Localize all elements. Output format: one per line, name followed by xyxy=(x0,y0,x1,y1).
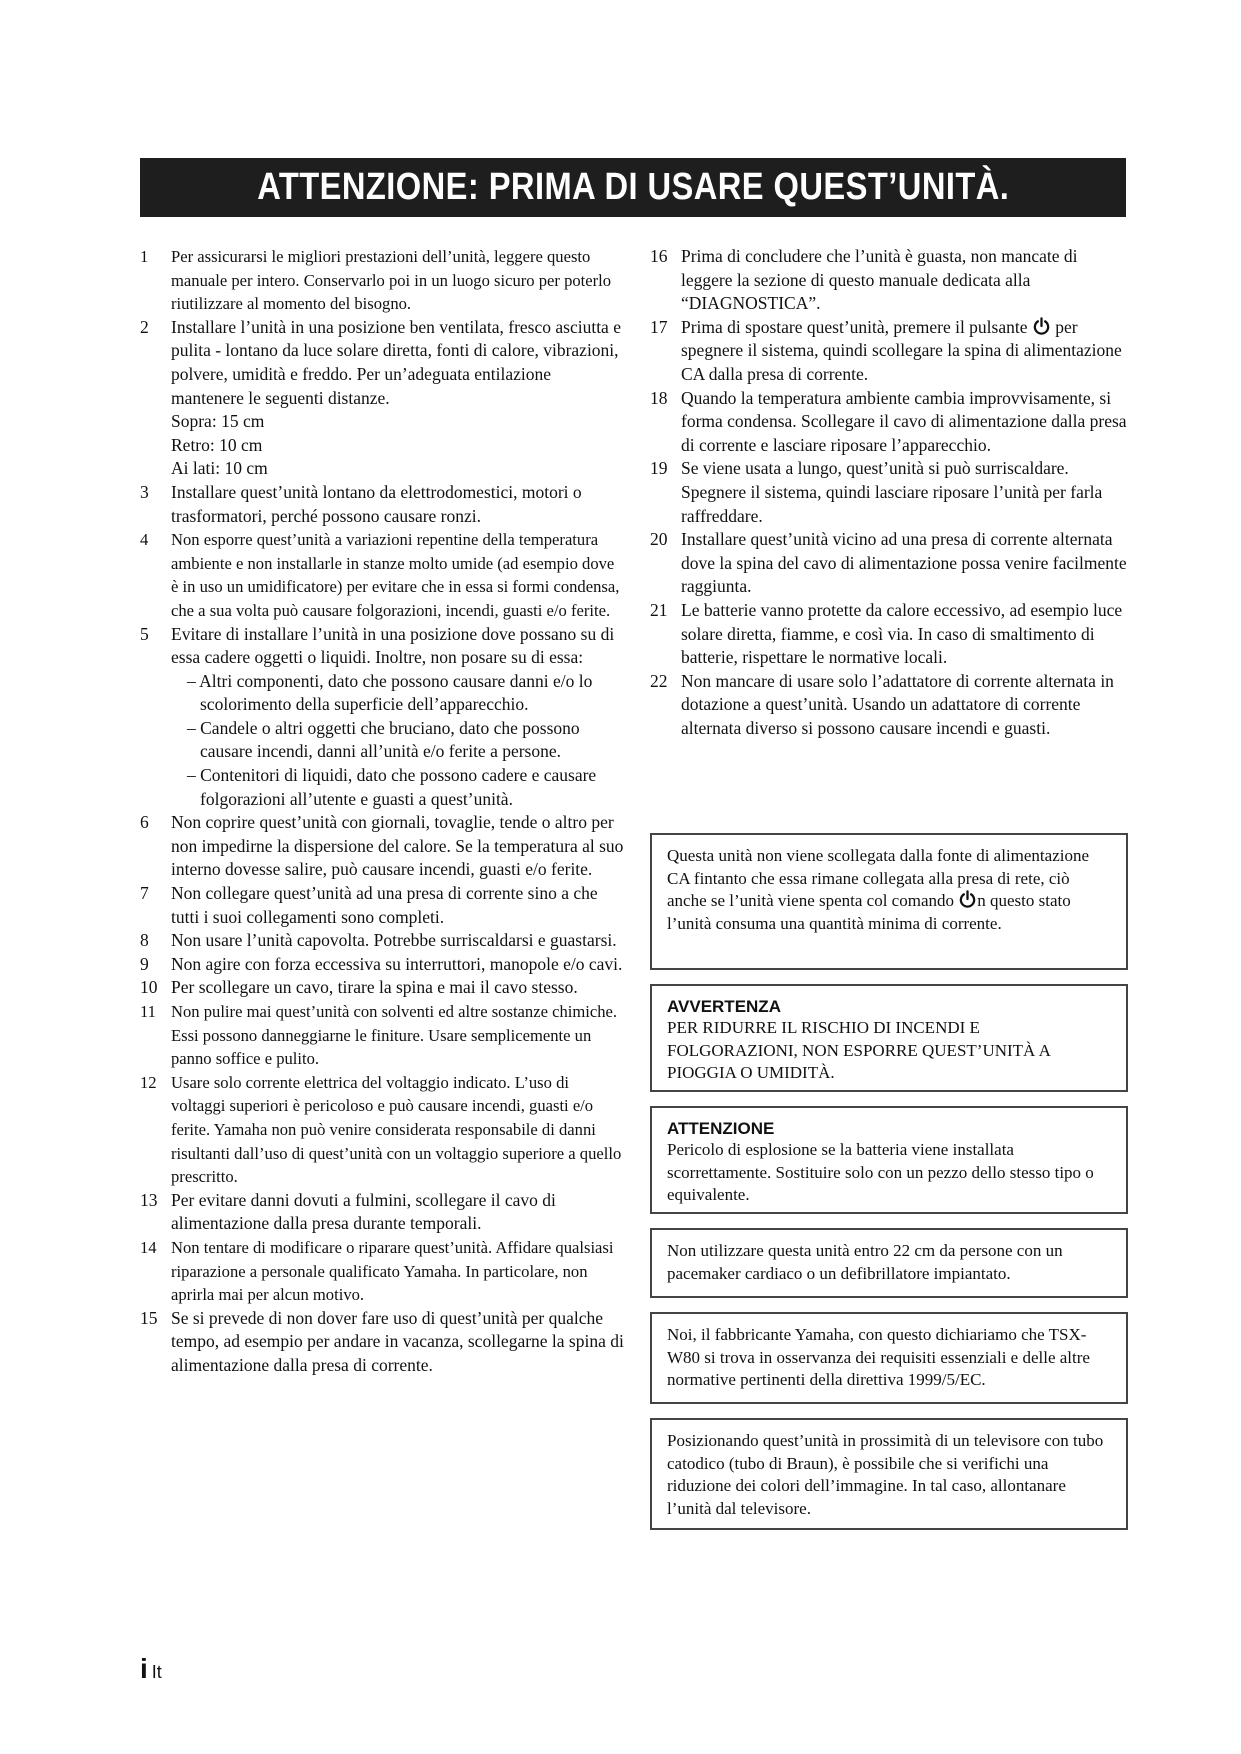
list-item-14 xyxy=(140,1236,625,1307)
item-text: Non coprire quest’unità con giornali, tovaglie, tende o altro per non impedirne la dispersione del calore. Se la temperatura al suo interno dovesse salire, può causare incendi, guasti e/o ferite. xyxy=(171,812,624,880)
item-text: Non esporre quest’unità a variazioni repentine della temperatura ambiente e non installarle in stanze molto umide (ad esempio dove è in uso un umidificatore) per evitare che in essa si formi condensa, che a sua volta può causare folgorazioni, incendi, guasti e/o ferite. xyxy=(171,530,620,620)
item-text: Evitare di installare l’unità in una posizione dove possano su di essa cadere oggetti o liquidi. Inoltre, non posare su di essa: xyxy=(171,623,615,668)
item-text: Non usare l’unità capovolta. Potrebbe surriscaldarsi e guastarsi. xyxy=(171,930,617,951)
item-text: Quando la temperatura ambiente cambia improvvisamente, si forma condensa. Scollegare il cavo di alimentazione dalla presa di corrente e lasciare riposare l’apparecchio. xyxy=(681,387,1127,455)
list-item-20 xyxy=(650,528,1128,599)
item-number: 9 xyxy=(140,953,149,974)
item-number: 16 xyxy=(650,246,668,266)
item-number: 12 xyxy=(140,1072,157,1092)
caution-text: Pericolo di esplosione se la batteria viene installata scorrettamente. Sostituire solo con un pezzo dello stesso tipo o equivalente. xyxy=(667,1140,1094,1204)
item-number: 11 xyxy=(140,1002,156,1021)
item-number: 13 xyxy=(140,1189,158,1210)
list-item-19 xyxy=(650,457,1128,528)
tv-notice-box xyxy=(650,1418,1128,1530)
item-text: Prima di concludere che l’unità è guasta, non mancate di leggere la sezione di questo manuale dedicata alla “DIAGNOSTICA”. xyxy=(681,246,1078,314)
item-text: Non collegare quest’unità ad una presa di corrente sino a che tutti i suoi collegamenti sono completi. xyxy=(171,883,598,927)
item-text: Per evitare danni dovuti a fulmini, scollegare il cavo di alimentazione dalla presa durante temporali. xyxy=(171,1189,556,1234)
item-text: Prima di spostare quest’unità, premere il pulsante xyxy=(681,316,1028,337)
list-item-8 xyxy=(140,929,625,953)
list-item-6 xyxy=(140,811,625,882)
item-number: 4 xyxy=(140,530,149,550)
page-footer xyxy=(140,1653,162,1685)
right-column xyxy=(650,245,1128,740)
list-item-4 xyxy=(140,528,625,622)
page-title: ATTENZIONE: PRIMA DI USARE QUEST’UNITÀ. xyxy=(256,166,1010,208)
power-icon xyxy=(958,890,977,909)
list-item-12 xyxy=(140,1071,625,1189)
list-item-21 xyxy=(650,599,1128,670)
list-item-9 xyxy=(140,953,625,977)
page-title-banner xyxy=(140,158,1126,217)
item-text: Le batterie vanno protette da calore eccessivo, ad esempio luce solare diretta, fiamme, e così via. In caso di smaltimento di batterie, rispettare le normative locali. xyxy=(681,599,1123,668)
item-text: Non pulire mai quest’unità con solventi ed altre sostanze chimiche. Essi possono danneggiarne le finiture. Usare semplicemente un panno soffice e pulito. xyxy=(171,1002,618,1069)
standby-notice-text: Questa unità non viene scollegata dalla fonte di alimentazione CA fintanto che essa rimane collegata alla presa di rete, ciò anche se l’unità viene spenta col comando xyxy=(667,846,1090,910)
standby-notice-box xyxy=(650,833,1128,970)
item-number: 1 xyxy=(140,247,149,266)
pacemaker-notice-box xyxy=(650,1228,1128,1298)
item-number: 18 xyxy=(650,387,668,408)
sub-item-liquids: – Contenitori di liquidi, dato che possono cadere e causare folgorazioni all’utente e guasti a quest’unità. xyxy=(187,765,597,809)
distance-sides: Ai lati: 10 cm xyxy=(171,458,268,479)
item-text: Installare quest’unità lontano da elettrodomestici, motori o trasformatori, perché possono causare ronzi. xyxy=(171,481,582,526)
item-text: Se si prevede di non dover fare uso di quest’unità per qualche tempo, ad esempio per andare in vacanza, scollegarne la spina di alimentazione dalla presa di corrente. xyxy=(171,1307,624,1375)
item-text: Se viene usata a lungo, quest’unità si può surriscaldare. Spegnere il sistema, quindi lasciare riposare l’unità per farla raffreddare. xyxy=(681,458,1103,526)
item-number: 21 xyxy=(650,599,668,620)
list-item-16 xyxy=(650,245,1128,316)
warning-text: PER RIDURRE IL RISCHIO DI INCENDI E FOLGORAZIONI, NON ESPORRE QUEST’UNITÀ A PIOGGIA O UMIDITÀ. xyxy=(667,1018,1050,1082)
list-item-7 xyxy=(140,882,625,929)
pacemaker-notice-text: Non utilizzare questa unità entro 22 cm da persone con un pacemaker cardiaco o un defibrillatore impiantato. xyxy=(667,1241,1063,1283)
list-item-10 xyxy=(140,976,625,1000)
item-number: 22 xyxy=(650,670,668,691)
distance-top: Sopra: 15 cm xyxy=(171,411,265,432)
item-number: 7 xyxy=(140,883,149,904)
item-number: 5 xyxy=(140,623,149,644)
power-icon xyxy=(1032,317,1051,336)
item-number: 15 xyxy=(140,1307,158,1328)
item-number: 14 xyxy=(140,1237,157,1257)
warning-heading: AVVERTENZA xyxy=(667,997,781,1016)
warning-box xyxy=(650,984,1128,1092)
declaration-text: Noi, il fabbricante Yamaha, con questo dichiariamo che TSX-W80 si trova in osservanza dei requisiti essenziali e delle altre normative pertinenti della direttiva 1999/5/EC. xyxy=(667,1325,1090,1389)
item-text: Usare solo corrente elettrica del voltaggio indicato. L’uso di voltaggi superiori è pericoloso e può causare incendi, guasti e/o ferite. Yamaha non può venire considerata responsabile di danni risultanti dall’uso di quest’unità con un voltaggio superiore a quello prescritto. xyxy=(171,1072,622,1187)
list-item-2 xyxy=(140,316,625,481)
item-text: Non agire con forza eccessiva su interruttori, manopole e/o cavi. xyxy=(171,953,623,974)
language-code: It xyxy=(151,1662,162,1682)
item-number: 8 xyxy=(140,930,149,951)
list-item-18 xyxy=(650,387,1128,458)
item-text: Installare l’unità in una posizione ben ventilata, fresco asciutta e pulita - lontano da luce solare diretta, fonti di calore, vibrazioni, polvere, umidità e freddo. Per un’adeguata entilazione mantenere le seguenti distanze. xyxy=(171,316,621,408)
list-item-17 xyxy=(650,316,1128,387)
item-number: 3 xyxy=(140,481,149,502)
list-item-3 xyxy=(140,481,625,528)
item-number: 17 xyxy=(650,316,668,337)
tv-notice-text: Posizionando quest’unità in prossimità di un televisore con tubo catodico (tubo di Braun), è possibile che si verifichi una riduzione dei colori dell’immagine. In tal caso, allontanare l’unità dal televisore. xyxy=(667,1431,1104,1518)
item-text-continued: per spegnere il sistema, quindi scollegare la spina di alimentazione CA dalla presa di corrente. xyxy=(681,316,1122,384)
item-text: Installare quest’unità vicino ad una presa di corrente alternata dove la spina del cavo di alimentazione possa venire facilmente raggiunta. xyxy=(681,529,1127,597)
list-item-1 xyxy=(140,245,625,316)
list-item-15 xyxy=(140,1307,625,1378)
item-number: 19 xyxy=(650,458,668,479)
list-item-13 xyxy=(140,1189,625,1236)
sub-item-components: – Altri componenti, dato che possono causare danni e/o lo scolorimento della superficie dell’apparecchio. xyxy=(187,670,593,715)
declaration-box xyxy=(650,1312,1128,1404)
page-number: i xyxy=(140,1653,148,1684)
standby-notice-text-continued: n questo stato l’unità consuma una quantità minima di corrente. xyxy=(667,891,1071,933)
caution-box xyxy=(650,1106,1128,1214)
caution-heading: ATTENZIONE xyxy=(667,1119,775,1138)
left-column xyxy=(140,245,625,1378)
item-number: 20 xyxy=(650,529,668,550)
list-item-22 xyxy=(650,670,1128,741)
item-text: Per scollegare un cavo, tirare la spina e mai il cavo stesso. xyxy=(171,977,578,998)
item-number: 6 xyxy=(140,812,149,833)
item-text: Non tentare di modificare o riparare quest’unità. Affidare qualsiasi riparazione a personale qualificato Yamaha. In particolare, non aprirla mai per alcun motivo. xyxy=(171,1237,614,1305)
item-number: 10 xyxy=(140,977,158,998)
distance-back: Retro: 10 cm xyxy=(171,434,263,455)
list-item-11 xyxy=(140,1000,625,1071)
sub-item-candles: – Candele o altri oggetti che bruciano, dato che possono causare incendi, danni all’unità e/o ferite a persone. xyxy=(187,717,580,762)
item-number: 2 xyxy=(140,316,149,337)
item-text: Non mancare di usare solo l’adattatore di corrente alternata in dotazione a quest’unità. Usando un adattatore di corrente alternata diverso si possono causare incendi e guasti. xyxy=(681,670,1114,738)
list-item-5 xyxy=(140,623,625,812)
item-text: Per assicurarsi le migliori prestazioni dell’unità, leggere questo manuale per intero. Conservarlo poi in un luogo sicuro per poterlo riutilizzare al momento del bisogno. xyxy=(171,247,612,314)
